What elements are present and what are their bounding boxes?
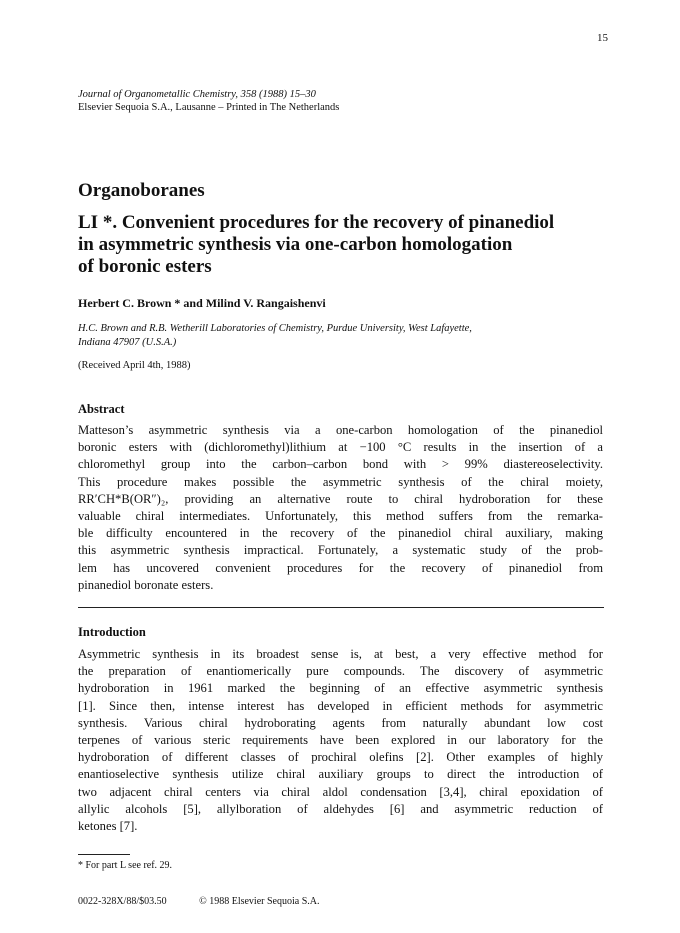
- article-title: [78, 212, 618, 278]
- introduction-heading: Introduction: [78, 625, 146, 639]
- page-number: 15: [597, 32, 608, 44]
- publisher-line: Elsevier Sequoia S.A., Lausanne – Printed in The Netherlands: [78, 102, 340, 113]
- article-title-line: in asymmetric synthesis via one-carbon homologation: [78, 234, 513, 255]
- footnote: * For part L see ref. 29.: [78, 860, 173, 871]
- introduction-line: hydroboration in 1961 marked the beginning of an effective asymmetric synthesis: [78, 681, 603, 696]
- article-title-line: LI *. Convenient procedures for the recovery of pinanediol: [78, 212, 555, 233]
- footnote-rule: [78, 854, 130, 855]
- article-title-line: of boronic esters: [78, 256, 212, 277]
- abstract-line: lem has uncovered convenient procedures for the recovery of pinanediol from: [78, 560, 603, 575]
- received-date: (Received April 4th, 1988): [78, 360, 191, 371]
- journal-citation: Journal of Organometallic Chemistry, 358 (1988) 15–30: [78, 89, 316, 100]
- abstract-line: This procedure makes possible the asymmetric synthesis of the chiral moiety,: [78, 474, 603, 489]
- abstract-line: ble difficulty encountered in the recovery of the pinanediol chiral auxiliary, making: [78, 526, 603, 541]
- introduction-line: hydroboration of different classes of prochiral olefins [2]. Other examples of highly: [78, 750, 603, 765]
- issn-price-code: 0022-328X/88/$03.50: [78, 896, 167, 907]
- authors: Herbert C. Brown * and Milind V. Rangaishenvi: [78, 296, 326, 310]
- abstract-line: chloromethyl group into the carbon–carbon bond with > 99% diastereoselectivity.: [78, 457, 603, 472]
- series-title: Organoboranes: [78, 180, 205, 201]
- introduction-line: the preparation of enantiomerically pure compounds. The discovery of asymmetric: [78, 664, 603, 679]
- introduction-line: [1]. Since then, intense interest has developed in efficient methods for asymmetric: [78, 698, 603, 713]
- abstract-line: Matteson’s asymmetric synthesis via a one-carbon homologation of the pinanediol: [78, 423, 603, 437]
- abstract-line: this asymmetric synthesis impractical. Fortunately, a systematic study of the prob-: [78, 543, 603, 558]
- introduction-line: synthesis. Various chiral hydroborating agents from naturally abundant low cost: [78, 715, 603, 730]
- bottom-line: [78, 896, 349, 907]
- introduction-line: two adjacent chiral centers via chiral aldol condensation [3,4], chiral epoxidation of: [78, 784, 603, 799]
- abstract-line: pinanediol boronate esters.: [78, 577, 214, 592]
- abstract-line: valuable chiral intermediates. Unfortunately, this method suffers from the remarka-: [78, 509, 603, 524]
- affiliation-line: Indiana 47907 (U.S.A.): [78, 337, 177, 348]
- abstract-body: [78, 422, 603, 594]
- abstract-line: boronic esters with (dichloromethyl)lithium at −100 °C results in the insertion of a: [78, 440, 603, 455]
- introduction-line: terpenes of various steric requirements have been explored in our laboratory for the: [78, 733, 603, 748]
- introduction-line: enantioselective synthesis utilize chiral auxiliary groups to direct the introduction of: [78, 767, 603, 782]
- abstract-heading: Abstract: [78, 402, 125, 416]
- affiliation: [78, 322, 598, 350]
- section-divider: [78, 607, 604, 608]
- introduction-line: ketones [7].: [78, 819, 138, 834]
- journal-header: [78, 88, 339, 114]
- introduction-line: Asymmetric synthesis in its broadest sense is, at best, a very effective method for: [78, 647, 603, 661]
- affiliation-line: H.C. Brown and R.B. Wetherill Laboratories of Chemistry, Purdue University, West Lafayette,: [78, 323, 472, 334]
- introduction-line: allylic alcohols [5], allylboration of aldehydes [6] and asymmetric reduction of: [78, 801, 603, 816]
- introduction-body: [78, 646, 603, 835]
- copyright-notice: © 1988 Elsevier Sequoia S.A.: [199, 896, 320, 907]
- abstract-line: RR′CH*B(OR″)₂, providing an alternative route to chiral hydroboration for these: [78, 491, 603, 506]
